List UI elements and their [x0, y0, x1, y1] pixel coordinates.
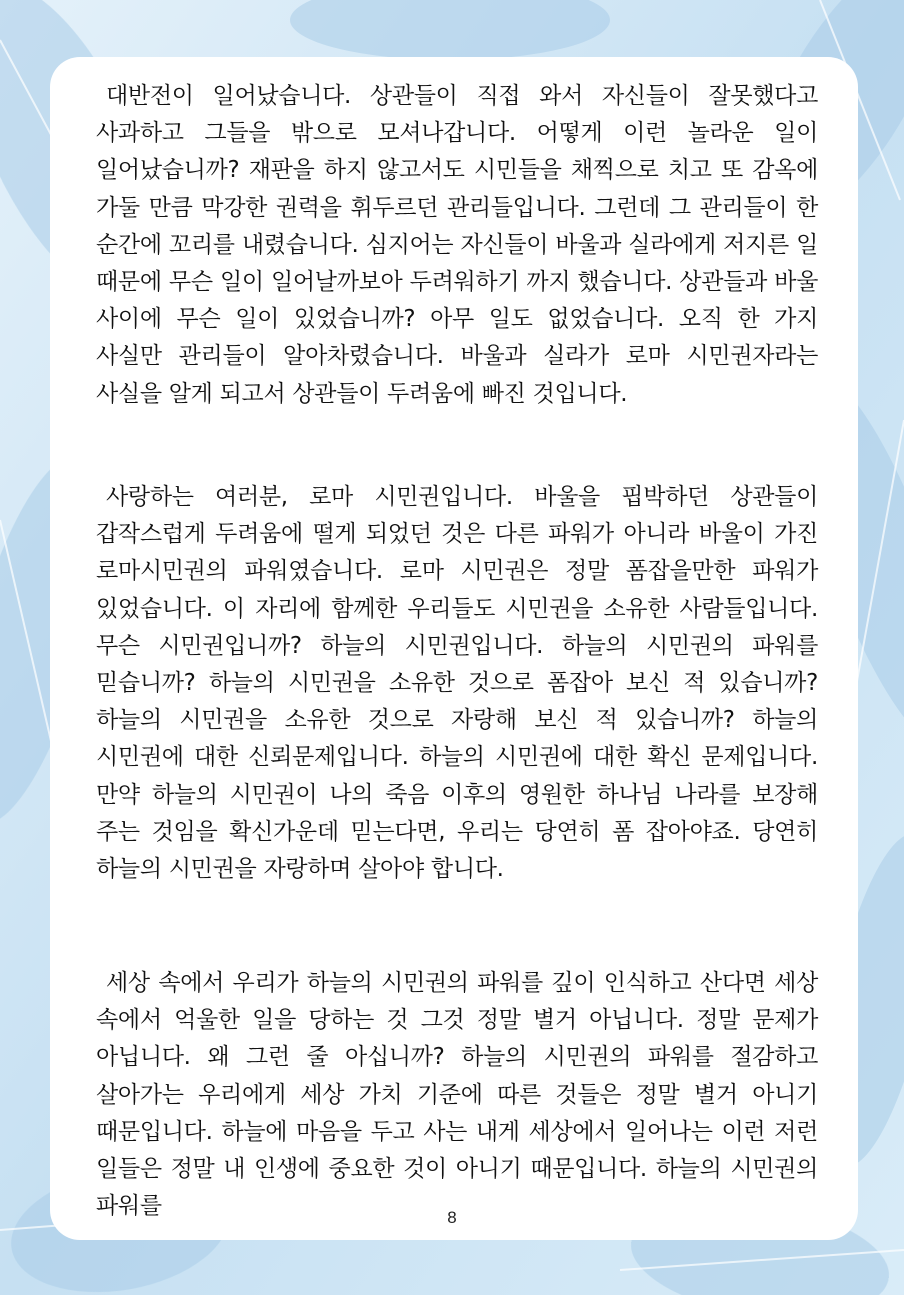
paragraph-2: 사랑하는 여러분, 로마 시민권입니다. 바울을 핍박하던 상관들이 갑작스럽게 두려움에 떨게 되었던 것은 다른 파워가 아니라 바울이 가진 로마시민권의 파워였습니다. 로마 시민권은 정말 폼잡을만한 파워가 있었습니다. 이 자리에 함께한 우리들도 시민권을 소유한 사람들입니다. 무슨 시민권입니까? 하늘의 시민권입니다. 하늘의 시민권의 파워를 믿습니까? 하늘의 시민권을 소유한 것으로 폼잡아 보신 적 있습니까? 하늘의 시민권을 소유한 것으로 자랑해 보신 적 있습니까? 하늘의 시민권에 대한 신뢰문제입니다. 하늘의 시민권에 대한 확신 문제입니다. 만약 하늘의 시민권이 나의 죽음 이후의 영원한 하나님 나라를 보장해 주는 것임을 확신가운데 믿는다면, 우리는 당연히 폼 잡아야죠. 당연히 하늘의 시민권을 자랑하며 살아야 합니다. [96, 484, 818, 883]
page-number: 8 [447, 1208, 457, 1227]
paragraph-3: 세상 속에서 우리가 하늘의 시민권의 파워를 깊이 인식하고 산다면 세상 속에서 억울한 일을 당하는 것 그것 정말 별거 아닙니다. 정말 문제가 아닙니다. 왜 그런 줄 아십니까? 하늘의 시민권의 파워를 절감하고 살아가는 우리에게 세상 가치 기준에 따른 것들은 정말 별거 아니기 때문입니다. 하늘에 마음을 두고 사는 내게 세상에서 일어나는 이런 저런 일들은 정말 내 인생에 중요한 것이 아니기 때문입니다. 하늘의 시민권의 파워를 [96, 970, 818, 1220]
paragraph-1: 대반전이 일어났습니다. 상관들이 직접 와서 자신들이 잘못했다고 사과하고 그들을 밖으로 모셔나갑니다. 어떻게 이런 놀라운 일이 일어났습니까? 재판을 하지 않고서도 시민들을 채찍으로 치고 또 감옥에 가둘 만큼 막강한 권력을 휘두르던 관리들입니다. 그런데 그 관리들이 한 순간에 꼬리를 내렸습니다. 심지어는 자신들이 바울과 실라에게 저지른 일 때문에 무슨 일이 일어날까보아 두려워하기 까지 했습니다. 상관들과 바울 사이에 무슨 일이 있었습니까? 아무 일도 없었습니다. 오직 한 가지 사실만 관리들이 알아차렸습니다. 바울과 실라가 로마 시민권자라는 사실을 알게 되고서 상관들이 두려움에 빠진 것입니다. [96, 83, 818, 407]
